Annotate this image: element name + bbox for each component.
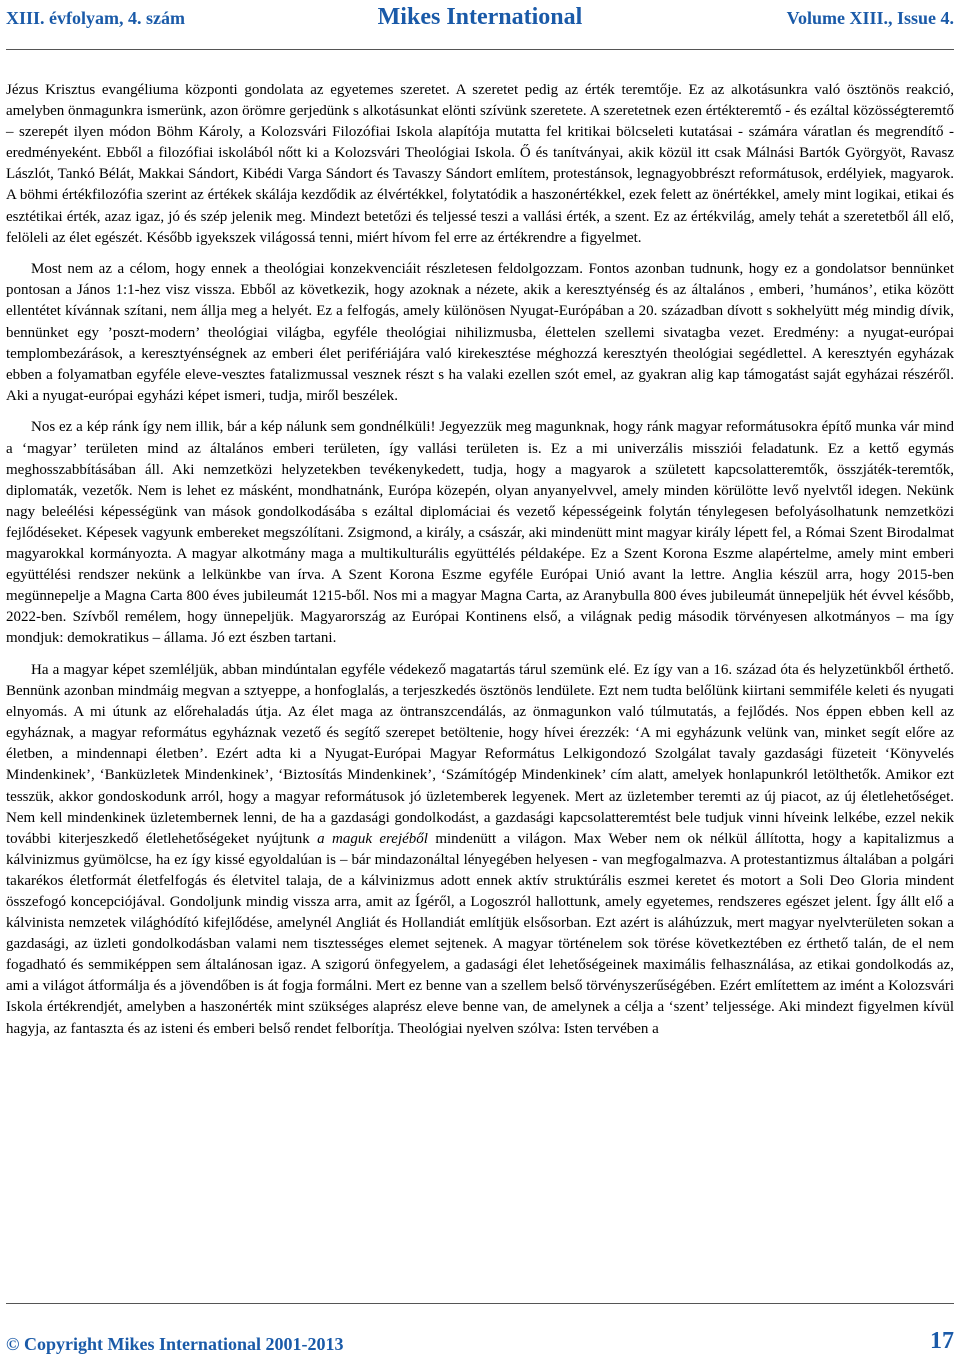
header-divider	[6, 49, 954, 50]
header-volume-hungarian: XIII. évfolyam, 4. szám	[6, 8, 185, 28]
paragraph-4-part-2: mindenütt a világon. Max Weber nem ok nélkül állította, hogy a kapitalizmus a kálvinizmus gyümölcse, ha ez így kissé egyoldalúan is – bár mindazonáltal lényegében helyesen - van megfogalmazva. A protestantizmus általában a polgári takarékos életformát életfelfogás és életvitel talaja, de a kálvinizmus adott ennek aktív struktúrális eszmei keretet és motort a Soli Deo Gloria mindent összefogó koncepciójával. Gondoljunk mindig vissza arra, amit az Ígéről, a Logoszról hallottunk, amely egyetemes, rendszeres egészet jelent. Így állt elő a kálvinista nemzetek világhódító kifejlődése, amelynél Angliát és Hollandiát említjük elsősorban. Ezt azért is aláhúzzuk, mert magyar nyelvterületen sokan a gazdasági, az üzleti gondolkodásban valami nem tisztességes elemet sejtenek. A magyar történelem sok törése következtében ez érthető talán, de el nem fogadható és semmiképpen sem általánosan igaz. A szigorú önfegyelem, a gadasági élet lehetőségeinek maximális felhasználása, az etikai gondolkodás az, ami a világot átformálja és a jövendőben is át fogja formálni. Mert ez benne van a szellem belső törvényszerűségében. Ezért említettem az imént a Kolozsvári Iskola értékrendjét, amelyben a haszonérték mint szükséges alaprész eleve benne van, de amelynek a célja a ‘szent’ teljessége. Aki mindezt figyelmen kívül hagyja, az fantaszta és az isteni és emberi belső rendet felborítja. Theológiai nyelven szólva: Isten tervében a	[6, 830, 954, 1037]
header-volume-english: Volume XIII., Issue 4.	[786, 8, 954, 28]
copyright-notice: © Copyright Mikes International 2001-2013	[6, 1334, 344, 1354]
page-number: 17	[930, 1328, 954, 1354]
paragraph-4	[6, 660, 954, 1040]
paragraph-4-part-1: Ha a magyar képet szemléljük, abban mindúntalan egyféle védekező magatartás tárul szemünk elé. Ez így van a 16. század óta és helyzetünkből érthető. Bennünk azonban mindmáig megvan a sztyeppe, a honfoglalás, a terjeszkedés ösztönös lendülete. Ezt nem tudta belőlünk kiirtani semmiféle keleti és nyugati elnyomás. A mi útunk az előrehaladás útja. Az élet maga az öntranszcendálás, az önmagunkon való túlmutatás, a fejlődés. Nos éppen ebben kell az egyháznak, a magyar református egyháznak vezető és segítő szerepet betöltenie, hogy hívei érezzék: ‘A mi egyházunk velünk van, minket segít előre az életben, a mindennapi életben’. Ezért adta ki a Nyugat-Európai Magyar Református Lelkigondozó Szolgálat tavaly gazdasági füzeteit ‘Könyvelés Mindenkinek’, ‘Banküzletek Mindenkinek’, ‘Biztosítás Mindenkinek’, ‘Számítógép Mindenkinek’ cím alatt, amelyek honlapunkról letölthetők. Amikor ezt tesszük, akkor gondoskodunk arról, hogy a magyar reformátusok jó üzletemberek legyenek. Mert az üzletember teremti az új piacot, az új életlehetőséget. Nem kell mindenkinek üzletembernek lenni, de ha a gazdasági gondolkodást, a gazdasági kapcsolatteremtést bele tudjuk vinni híveink lelkébe, ezzel nekik további kiterjeszkedő életlehetőségeket nyújtunk	[6, 661, 954, 847]
footer-divider	[6, 1303, 954, 1304]
paragraph-2: Most nem az a célom, hogy ennek a theológiai konzekvenciáit részletesen feldolgozzam. Fontos azonban tudnunk, hogy ez a gondolatsor bennünket pontosan a János 1:1-hez visz vissza. Ebből az következik, hogy azoknak a nézete, akik a keresztyénség és az általános , emberi, ’humános’, etika között ellentétet kívánnak szítani, nem állja meg a helyét. Ez a felfogás, amely különösen Nyugat-Európában a 20. században dívott s sokhelyütt még mindig dívik, bennünket egy ’poszt-modern’ theológiai világba, egyféle theológiai nihilizmusba, élettelen szellemi sivatagba vezet. Eredmény: a nyugat-európai templombezárások, a keresztyénségnek az emberi élet perifériájára való kirekesztése méghozzá keresztyén theológiai segédlettel. A keresztyén egyházak ebben a folyamatban egyféle eleve-vesztes fatalizmussal vesznek részt s ha valaki ezellen szót emel, az gyakran alig kap támogatást saját egyházai részéről. Aki a nyugat-európai egyházi képet ismeri, tudja, miről beszélek.	[6, 261, 954, 404]
header-publication-title: Mikes International	[377, 4, 583, 30]
article-body	[6, 80, 954, 1050]
page-footer	[6, 1326, 954, 1354]
paragraph-3: Nos ez a kép ránk így nem illik, bár a kép nálunk sem gondnélküli! Jegyezzük meg magunknak, hogy ránk magyar reformátusokra építő munka vár mind a ‘magyar’ területen mind az általános emberi területen, így vallási területen is. Ez a mi univerzális missziói feladatunk. Ez a kettő egymás meghosszabbításában áll. Aki nemzetközi helyzetekben tevékenykedett, tudja, hogy a magyarok a született kapcsolatteremtők, összjáték-teremtők, diplomaták, vezetők. Nem is lehet ez másként, mondhatnánk, Európa közepén, olyan anyanyelvvel, amely minden körülötte levő nyelvtől idegen. Nekünk nagy beleélési képességünk van mások gondolkodásába s ezáltal diplomáciai és vezető képességeink folytán ténylegesen befolyásolhatunk nemzetközi fejlődéseket. Képesek vagyunk embereket megszólítani. Zsigmond, a király, a császár, aki mindenütt mint magyar király lépett fel, a Római Szent Birodalmat magyarokkal kormányozta. A magyar alkotmány maga a multikulturális együttélés példaképe. Ez a Szent Korona Eszme alapértelme, amely mint emberi együttélési rendszer nekünk a lelkünkbe van írva. A Szent Korona Eszme egyféle Európai Unió avant la lettre. Anglia készül arra, hogy 2015-ben megünnepelje a Magna Carta 800 éves jubileumát 1215-ből. Nos mi a magyar Magna Carta, az Aranybulla 800 éves jubileumát ünnepeljük hét évvel később, 2022-ben. Szívből remélem, hogy ünnepeljük. Magyarország az Európai Kontinens első, a világnak pedig második törvényesen alkotmányos – ma így mondjuk: demokratikus – állama. Jó ezt észben tartani.	[6, 419, 954, 647]
page-header	[6, 4, 954, 34]
emphasis-text: a maguk erejéből	[317, 830, 428, 847]
paragraph-1: Jézus Krisztus evangéliuma központi gondolata az egyetemes szeretet. A szeretet pedig az érték teremtője. Ez az alkotásunkra való ösztönös reakció, amelyben önmagunkra ismerünk, azon örömre gerjedünk s alkotásunkat elönti szívünk szeretete. A szeretetnek ezen értékteremtő - és ezáltal közösségteremtő – szerepét ilyen módon Böhm Károly, a Kolozsvári Filozófiai Iskola alapítója mutatta fel kritikai bölcseleti kutatásai - számára váratlan és megrendítő -eredményeként. Ebből a filozófiai iskolából nőtt ki a Kolozsvári Theológiai Iskola. Ő és tanítványai, akik közül itt csak Málnási Bartók Györgyöt, Ravasz Lászlót, Tankó Bélát, Makkai Sándort, Kibédi Varga Sándort és Tavaszy Sándort említem, protestánsok, legnagyobbrészt reformátusok, erdélyiek, magyarok. A böhmi értékfilozófia szerint az értékek skálája kezdődik az élvértékkel, folytatódik a haszonértékkel, ezek felett az önértékkel, amely mint logikai, etikai és esztétikai érték, azaz igaz, jó és szép jelenik meg. Mindezt betetőzi és teljessé teszi a vallási érték, a szent. Ez az értékvilág, amely tehát a szeretetből áll elő, felöleli az élet egészét. Később igyekszek világossá tenni, miért hívom fel erre az értékrendre a figyelmet.	[6, 82, 954, 246]
